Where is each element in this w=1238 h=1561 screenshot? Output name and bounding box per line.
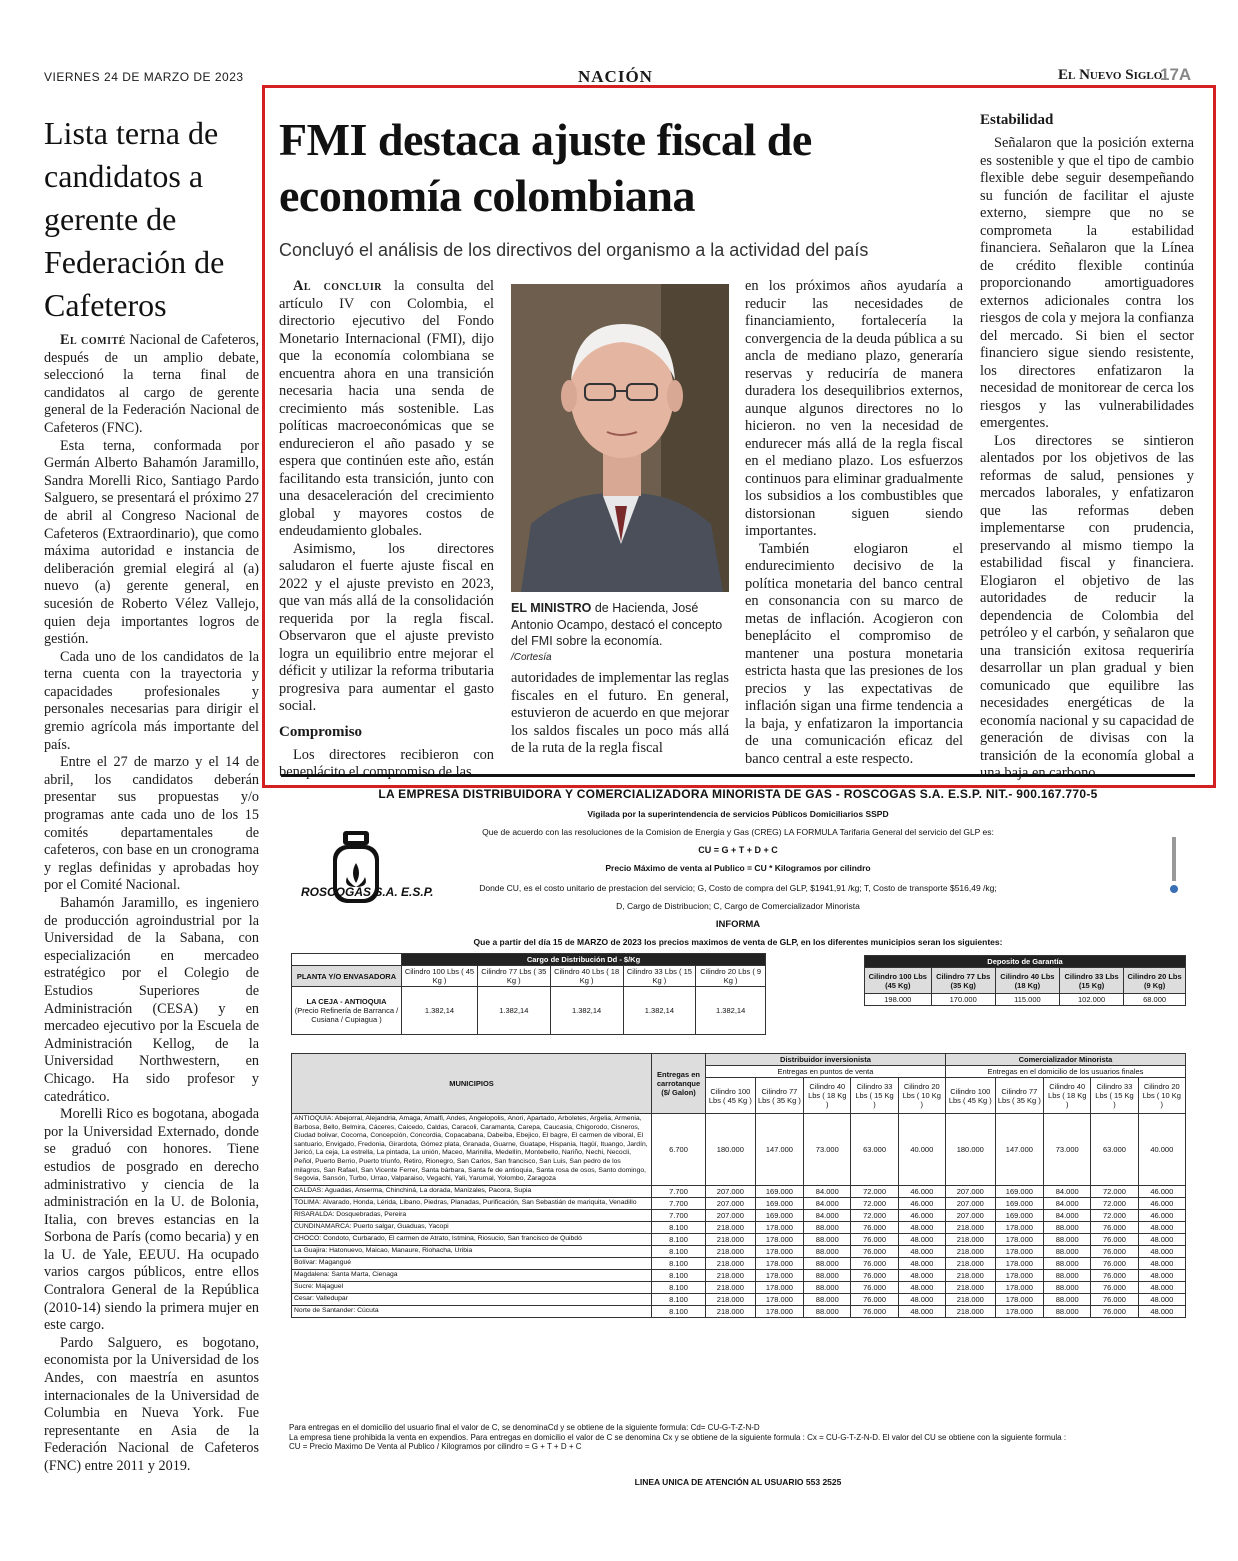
table-cell: 72.000 (851, 1197, 898, 1209)
table-cell: RISARALDA: Dosquebradas, Pereira (292, 1209, 652, 1221)
table-header: Cilindro 100 Lbs (45 Kg) (865, 968, 932, 994)
table-cell: 218.000 (706, 1293, 756, 1305)
table-cell: 48.000 (898, 1257, 945, 1269)
table-cell: 46.000 (1138, 1209, 1185, 1221)
minister-photo (511, 284, 729, 592)
left-paragraph: Entre el 27 de marzo y el 14 de abril, los candidatos deberán presentar sus propuestas y/o programas ante cada uno de los 15 comités departamentales de cafeteros, con base en un cronograma y reglas definidas y aprobadas hoy por el Comité Nacional. (44, 754, 259, 894)
table-cell: 88.000 (804, 1221, 851, 1233)
ad-formula: CU = G + T + D + C (698, 845, 778, 855)
table-cell: 48.000 (898, 1233, 945, 1245)
table-cell: 76.000 (851, 1305, 898, 1317)
header-comercializador: Comercializador Minorista (945, 1054, 1185, 1066)
table-cell: 178.000 (995, 1269, 1043, 1281)
table-cell: 1.382,14 (402, 987, 478, 1035)
table-cell: 84.000 (804, 1197, 851, 1209)
table-cell: 178.000 (995, 1281, 1043, 1293)
table-cell: 46.000 (898, 1209, 945, 1221)
cylinder-header: Cilindro 40 Lbs ( 18 Kg ) (1044, 1078, 1091, 1114)
table-cell: 178.000 (755, 1257, 803, 1269)
table-cell: 178.000 (755, 1233, 803, 1245)
table-cell: 218.000 (945, 1281, 995, 1293)
left-article-body (44, 332, 259, 1476)
table-cell: 84.000 (804, 1209, 851, 1221)
table-cell: 169.000 (755, 1209, 803, 1221)
table-header: Cilindro 33 Lbs ( 15 Kg ) (623, 966, 696, 987)
ad-note: CU = Precio Maximo De Venta al Publico / Kilogramos por cilindro = G + T + D + C (289, 1442, 582, 1451)
ad-precio: Precio Máximo de venta al Publico = CU * Kilogramos por cilindro (605, 863, 871, 873)
table-header: Cilindro 20 Lbs ( 9 Kg ) (696, 966, 766, 987)
header-distribuidor: Distribuidor inversionista (706, 1054, 946, 1066)
table-cell: 48.000 (1138, 1269, 1185, 1281)
table-cell: 178.000 (995, 1257, 1043, 1269)
table-cell: 88.000 (1044, 1269, 1091, 1281)
article-paragraph: Señalaron que la posición externa es sostenible y que el tipo de cambio flexible debe seguir desempeñando su función de facilitar el ajuste externo, siempre que no se comprometa la estabilidad financiera. Señalaron que la Línea de crédito flexible continúa proporcionando amortiguadores externos adicionales contra los riesgos de cola y mejora la confianza del mercado. Si bien el sector financiero sigue siendo resistente, los directores enfatizaron la necesidad de monitorear de cerca los riesgos y las vulnerabilidades emergentes. (980, 135, 1194, 431)
page-number: 17A (1160, 65, 1192, 84)
ad-note: Para entregas en el domicilio del usuario final el valor de C, se denominaCd y se obtiene de la siguiente formula: Cd= CU-G-T-Z-N-D (289, 1423, 760, 1432)
main-article-subtitle: Concluyó el análisis de los directivos del organismo a la actividad del país (279, 240, 869, 260)
left-paragraph: Esta terna, conformada por Germán Alberto Bahamón Jaramillo, Sandra Morelli Rico, Santiago Pardo Salguero, se presentará el próximo 27 de abril al Congreso Nacional de Cafeteros (Extraordinario), que como máxima autoridad e instancia de deliberación gremial elegirá al (a) nuevo (a) gerente general, en sucesión de Roberto Vélez Vallejo, quien deja importantes logros de gestión. (44, 437, 259, 648)
price-table (291, 1053, 1186, 1318)
left-paragraph: Bahamón Jaramillo, es ingeniero de producción agroindustrial por la Universidad de la Sabana, con especialización en mercadeo estratégico por el Colegio de Estudios Superiores de Administración (CESA) y en mercadeo ejecutivo por la Escuela de Administración Kellog, de la Universidad Northwestern, en Chicago. Ha sido profesor y catedrático. (44, 895, 259, 1105)
left-paragraph: Cada uno de los candidatos de la terna cuenta con la trayectoria y capacidades profesionales y personales necesarias para dirigir el gremio agrícola más importante del país. (44, 648, 259, 753)
table-cell: 115.000 (995, 994, 1059, 1006)
table-cell: 207.000 (706, 1209, 756, 1221)
table-cell: 178.000 (755, 1305, 803, 1317)
article-column-3 (745, 278, 963, 768)
caption-lead: EL MINISTRO (511, 601, 592, 615)
table-header: Cilindro 77 Lbs ( 35 Kg ) (477, 966, 550, 987)
table-cell: 88.000 (804, 1269, 851, 1281)
table-cell: TOLIMA: Alvarado, Honda, Lérida, Libano, Piedras, Planadas, Purificación, San Sebastián de mariquita, Venadillo (292, 1197, 652, 1209)
cylinder-header: Cilindro 20 Lbs ( 10 Kg ) (898, 1078, 945, 1114)
table-cell: 48.000 (1138, 1257, 1185, 1269)
table-header: Cilindro 20 Lbs (9 Kg) (1124, 968, 1186, 994)
table-row (292, 1233, 1186, 1245)
caption-text: de Hacienda, José Antonio Ocampo, destacó el concepto del FMI sobre la economía. (511, 601, 723, 648)
article-lead: Al concluir (293, 278, 383, 294)
table-cell: 178.000 (755, 1245, 803, 1257)
table-cell: 218.000 (945, 1233, 995, 1245)
table-cell: 48.000 (1138, 1281, 1185, 1293)
table-cell: 8.100 (652, 1221, 706, 1233)
subhead-estabilidad: Estabilidad (980, 112, 1054, 128)
table-cell: 1.382,14 (477, 987, 550, 1035)
table-cell: 76.000 (851, 1221, 898, 1233)
table-cell: 48.000 (1138, 1293, 1185, 1305)
table-row (292, 1245, 1186, 1257)
table-cell: 68.000 (1124, 994, 1186, 1006)
table-cell: 76.000 (851, 1269, 898, 1281)
table-cell: 218.000 (706, 1233, 756, 1245)
table-cell: 48.000 (898, 1221, 945, 1233)
header-domicilio: Entregas en el domicilio de los usuarios finales (945, 1066, 1185, 1078)
table-cell: 170.000 (931, 994, 995, 1006)
table-cell: 63.000 (851, 1114, 898, 1186)
table-cell: 178.000 (755, 1281, 803, 1293)
table-header: PLANTA Y/O ENVASADORA (292, 966, 402, 987)
main-article-title: FMI destaca ajuste fiscal de economía colombiana (279, 114, 812, 221)
table-cell: 7.700 (652, 1209, 706, 1221)
header-municipios: MUNICIPIOS (292, 1054, 652, 1114)
table-cell: 7.700 (652, 1197, 706, 1209)
table-cell: 218.000 (945, 1257, 995, 1269)
table-cell: 8.100 (652, 1269, 706, 1281)
header-date: VIERNES 24 DE MARZO DE 2023 (44, 70, 244, 84)
table-header: Cilindro 33 Lbs (15 Kg) (1059, 968, 1123, 994)
table-header: Cilindro 100 Lbs ( 45 Kg ) (402, 966, 478, 987)
planta-name: LA CEJA - ANTIOQUIA (306, 997, 387, 1006)
table-cell: 88.000 (1044, 1305, 1091, 1317)
table-cell: 88.000 (804, 1305, 851, 1317)
left-lead: El comité (60, 332, 126, 348)
table-cell: 84.000 (804, 1185, 851, 1197)
table-cell: 178.000 (755, 1269, 803, 1281)
table-cell: 48.000 (898, 1281, 945, 1293)
table-cell: 63.000 (1091, 1114, 1138, 1186)
table-cell: 76.000 (1091, 1281, 1138, 1293)
ad-footer: LINEA UNICA DE ATENCIÓN AL USUARIO 553 2525 (634, 1477, 842, 1487)
article-text: la consulta del artículo IV con Colombia, el directorio ejecutivo del Fondo Monetario Internacional (FMI), dijo que la economía colombiana se encuentra ahora en una transición necesaria hacia una senda de crecimiento más sostenible. Las políticas macroeconómicas que se endurecieron el año pasado y se espera que continúen este año, están facilitando esta transición, junto con una desaceleración del crecimiento global y mayores costos de endeudamiento globales. (279, 278, 494, 539)
ad-notes (289, 1423, 1179, 1452)
table-cell: 76.000 (1091, 1257, 1138, 1269)
table-row (292, 1197, 1186, 1209)
distribution-charge-table (291, 953, 766, 1035)
photo-caption (511, 600, 729, 666)
table-cell: 8.100 (652, 1245, 706, 1257)
table-cell: 178.000 (995, 1233, 1043, 1245)
table-cell: Sucre: Majaguel (292, 1281, 652, 1293)
subhead-compromiso: Compromiso (279, 723, 363, 740)
ad-vigilada: Vigilada por la superintendencia de servicios Públicos Domiciliarios SSPD (587, 809, 889, 819)
table-cell: 88.000 (1044, 1221, 1091, 1233)
table-cell: 178.000 (995, 1293, 1043, 1305)
table-cell: 8.100 (652, 1281, 706, 1293)
table-cell: 207.000 (706, 1197, 756, 1209)
table-cell: 8.100 (652, 1293, 706, 1305)
table-cell: Magdalena: Santa Marta, Cienaga (292, 1269, 652, 1281)
table-cell: 46.000 (898, 1197, 945, 1209)
table-cell: 88.000 (804, 1257, 851, 1269)
table-cell: 218.000 (706, 1257, 756, 1269)
article-column-2 (511, 670, 729, 758)
table-cell: 88.000 (1044, 1281, 1091, 1293)
table-cell: 169.000 (995, 1197, 1043, 1209)
table-cell: 8.100 (652, 1257, 706, 1269)
table-cell: 72.000 (1091, 1209, 1138, 1221)
table-cell: 48.000 (898, 1293, 945, 1305)
table-cell: 169.000 (995, 1185, 1043, 1197)
table-cell: 76.000 (1091, 1305, 1138, 1317)
table-cell: 1.382,14 (550, 987, 623, 1035)
article-paragraph: Los directores se sintieron alentados por los objetivos de las reformas de salud, pensiones y mercados laborales, y enfatizaron que las reformas deben implementarse con prudencia, preservando al mismo tiempo la estabilidad fiscal y financiera. Elogiaron el objetivo de las autoridades de reducir la dependencia de Colombia del petróleo y el carbón, y señalaron que una transición exitosa requeriría desarrollar un plan gradual y bien comunicado que equilibre las necesidades energéticas de la economía nacional y su capacidad de generación de divisas con la transición de la economía global a una baja en carbono. (980, 432, 1194, 781)
article-paragraph: Los directores recibieron con beneplácito el compromiso de las (279, 746, 494, 780)
table-cell: 169.000 (755, 1185, 803, 1197)
table-cell: 218.000 (706, 1221, 756, 1233)
table-cell: 218.000 (706, 1305, 756, 1317)
table-cell: 88.000 (1044, 1293, 1091, 1305)
table-cell: 178.000 (755, 1221, 803, 1233)
table-cell: 218.000 (945, 1293, 995, 1305)
ad-title: LA EMPRESA DISTRIBUIDORA Y COMERCIALIZADORA MINORISTA DE GAS - ROSCOGAS S.A. E.S.P. NIT.- 900.167.770-5 (378, 787, 1098, 801)
table-cell: 218.000 (945, 1269, 995, 1281)
table-header: Cilindro 77 Lbs (35 Kg) (931, 968, 995, 994)
table-cell: 48.000 (1138, 1221, 1185, 1233)
cylinder-header: Cilindro 77 Lbs ( 35 Kg ) (755, 1078, 803, 1114)
table-cell: 178.000 (995, 1245, 1043, 1257)
table-cell: 207.000 (945, 1209, 995, 1221)
deposit-table (864, 955, 1186, 1006)
table-cell: 88.000 (1044, 1233, 1091, 1245)
table-cell: 180.000 (706, 1114, 756, 1186)
cylinder-header: Cilindro 100 Lbs ( 45 Kg ) (945, 1078, 995, 1114)
left-text: Nacional de Cafeteros, después de un amplio debate, seleccionó la terna final de candidatos al cargo de gerente general de la Federación Nacional de Cafeteros (FNC). (44, 332, 260, 436)
table-cell: 76.000 (1091, 1221, 1138, 1233)
table-cell: 48.000 (898, 1305, 945, 1317)
table-cell: 88.000 (804, 1281, 851, 1293)
table-cell: 76.000 (1091, 1269, 1138, 1281)
roscogas-advertisement (281, 774, 1195, 1488)
table-cell: 198.000 (865, 994, 932, 1006)
roscogas-logo-text: ROSCOGAS S.A. E.S.P. (301, 885, 434, 899)
ad-desde: Que a partir del día 15 de MARZO de 2023 los precios maximos de venta de GLP, en los diferentes municipios seran los siguientes: (473, 937, 1003, 947)
table-row (292, 1293, 1186, 1305)
table-cell: Norte de Santander: Cúcuta (292, 1305, 652, 1317)
table-cell: 218.000 (706, 1245, 756, 1257)
table-cell: CALDAS: Aguadas, Anserma, Chinchiná, La dorada, Manizales, Pacora, Supia (292, 1185, 652, 1197)
ad-informa: INFORMA (715, 919, 761, 930)
ad-donde2: D, Cargo de Distribucion; C, Cargo de Comercializador Minorista (616, 901, 860, 911)
header-carrotanque: Entregas en carrotanque ($/ Galon) (652, 1054, 706, 1114)
table-cell: Cesar: Valledupar (292, 1293, 652, 1305)
table-cell: 218.000 (706, 1281, 756, 1293)
table-cell: 76.000 (1091, 1233, 1138, 1245)
table-cell: 40.000 (1138, 1114, 1185, 1186)
article-column-1 (279, 278, 494, 782)
table-cell: 48.000 (1138, 1233, 1185, 1245)
table-cell: 218.000 (945, 1221, 995, 1233)
superservicios-icon (1169, 837, 1179, 897)
table-cell: 46.000 (1138, 1185, 1185, 1197)
deposito-caption: Deposito de Garantía (865, 956, 1186, 968)
table-cell: 76.000 (1091, 1245, 1138, 1257)
table-cell: 88.000 (804, 1293, 851, 1305)
table-cell: ANTIOQUIA: Abejorral, Alejandria, Amaga, Amalfi, Andes, Angelopolis, Anori, Apartado, Arboletes, Argelia, Armenia, Barbosa, Bello, Belmira, Cáceres, Caicedo, Caldas, Caracoli, Caramanta, Carepa, Caucasia, Chigorodo, Cisneros, Ciudad bolivar, Cocorna, Concepción, Concordia, Copacabana, Dabeiba, Ebejico, El bagre, El carmen de viboral, El santuario, Envigado, Fredonia, Girardota, Gómez plata, Granada, Guarne, Guatape, Hispania, Itagüí, Ituango, Jardín, Jericó, La ceja, La estrella, La pintada, La unión, Maceo, Marinilla, Medellín, Montebello, Nariño, Nechi, Necocli, Peñol, Puerto Berrio, Puerto triunfo, Retiro, Rionegro, San Carlos, San francisco, San Luis, San pedro de los milagros, San Rafael, San Vicente Ferrer, Santa bárbara, Santa fe de antioquia, Santa rosa de osos, Santo domingo, Segovia, Sansón, Turbo, Urrao, Valparaiso, Vegachi, Yali, Yarumal, Yolombo, Zaragoza (292, 1114, 652, 1186)
table-cell: 102.000 (1059, 994, 1123, 1006)
table-cell: 73.000 (1044, 1114, 1091, 1186)
table-cell: CUNDINAMARCA: Puerto salgar, Guaduas, Yacopi (292, 1221, 652, 1233)
table-cell: 40.000 (898, 1114, 945, 1186)
table-cell: 169.000 (995, 1209, 1043, 1221)
table-cell: 72.000 (851, 1185, 898, 1197)
left-paragraph: Pardo Salguero, es bogotano, economista por la Universidad de los Andes, con maestría en asuntos internacionales de la Universidad de Columbia en Nueva York. Fue representante en Asia de la Federación Nacional de Cafeteros (FNC) entre 2011 y 2019. (44, 1334, 259, 1474)
table-cell: 76.000 (851, 1233, 898, 1245)
table-row (292, 1209, 1186, 1221)
table-row (292, 1257, 1186, 1269)
table-cell: 46.000 (1138, 1197, 1185, 1209)
table-cell: 207.000 (945, 1197, 995, 1209)
cylinder-header: Cilindro 33 Lbs ( 15 Kg ) (1091, 1078, 1138, 1114)
article-paragraph: También elogiaron el endurecimiento decisivo de la política monetaria del banco central en consonancia con su marco de metas de inflación. Acogieron con beneplácito el compromiso de mantener una postura monetaria estricta hasta que las presiones de los precios y las expectativas de inflación sigan una firme tendencia a la baja, y enfatizaron la importancia de una comunicación eficaz del banco central a este respecto. (745, 540, 963, 767)
article-paragraph: Asimismo, los directores saludaron el fuerte ajuste fiscal en 2022 y el ajuste previsto en 2023, que van más allá de la consolidación requerida por la regla fiscal. Observaron que el ajuste previsto logra un equilibrio entre mejorar el déficit y utilizar la reforma tributaria progresiva para aumentar el gasto social. (279, 540, 494, 714)
table-header: Cilindro 40 Lbs ( 18 Kg ) (550, 966, 623, 987)
table-cell: 218.000 (945, 1305, 995, 1317)
table-cell: Bolívar: Magangué (292, 1257, 652, 1269)
article-paragraph: autoridades de implementar las reglas fiscales en el futuro. En general, estuvieron de acuerdo en que mejorar los saldos fiscales un poco más allá de la ruta de la regla fiscal (511, 670, 729, 756)
table-cell: 8.100 (652, 1233, 706, 1245)
table-cell: 76.000 (851, 1281, 898, 1293)
table-cell: 178.000 (995, 1221, 1043, 1233)
table-cell: 218.000 (945, 1245, 995, 1257)
table-cell: 1.382,14 (696, 987, 766, 1035)
table-cell: 1.382,14 (623, 987, 696, 1035)
table-cell: CHOCO: Condoto, Curbarado, El carmen de Atrato, Istmina, Riosucio, San francisco de Quibdó (292, 1233, 652, 1245)
table-cell: 178.000 (755, 1293, 803, 1305)
table-cell: 180.000 (945, 1114, 995, 1186)
table-cell: 88.000 (804, 1233, 851, 1245)
table-row (292, 1185, 1186, 1197)
table-cell: 207.000 (945, 1185, 995, 1197)
table-cell: 88.000 (1044, 1257, 1091, 1269)
article-paragraph (279, 278, 494, 541)
left-paragraph (44, 332, 259, 438)
table-row (292, 1281, 1186, 1293)
table-cell: 48.000 (1138, 1305, 1185, 1317)
cylinder-header: Cilindro 100 Lbs ( 45 Kg ) (706, 1078, 756, 1114)
gas-cylinder-icon (303, 825, 423, 915)
table-cell: 218.000 (706, 1269, 756, 1281)
table-cell: 6.700 (652, 1114, 706, 1186)
article-paragraph: en los próximos años ayudaría a reducir las necesidades de financiamiento, fortalecería la convergencia de la deuda pública a su ancla de mediano plazo, generaría reservas y reduciría de manera duradera los desequilibrios externos, aunque algunos directores no lo hicieron. no ven la necesidad de endurecer más allá de la regla fiscal en el mediano plazo. Los esfuerzos continuos para eliminar gradualmente los subsidios a los combustibles que distorsionan siguen siendo importantes. (745, 278, 963, 539)
table-cell: 207.000 (706, 1185, 756, 1197)
table-header: Cilindro 40 Lbs (18 Kg) (995, 968, 1059, 994)
table-cell: La Guajira: Hatonuevo, Maicao, Manaure, Riohacha, Uribia (292, 1245, 652, 1257)
table-cell: 72.000 (851, 1209, 898, 1221)
table-cell: 7.700 (652, 1185, 706, 1197)
table-cell: 88.000 (1044, 1245, 1091, 1257)
table-row (292, 1269, 1186, 1281)
table-cell: 84.000 (1044, 1209, 1091, 1221)
table-row (292, 1221, 1186, 1233)
table-cell: 72.000 (1091, 1197, 1138, 1209)
article-column-4 (980, 112, 1194, 783)
table-cell: 76.000 (851, 1257, 898, 1269)
table-cell: 8.100 (652, 1305, 706, 1317)
ad-note: La empresa tiene prohibida la venta en expendios. Para entregas en domicilio el valor de C se denomina Cx y se obtiene de la siguiente formula : Cx = CU-G-T-Z-N-D. El valor del CU se obtiene con la siguiente formula : (289, 1432, 1067, 1442)
table-cell: 84.000 (1044, 1197, 1091, 1209)
planta-caption: Cargo de Distribución Dd - $/Kg (402, 954, 766, 966)
table-cell: 73.000 (804, 1114, 851, 1186)
table-cell: 147.000 (995, 1114, 1043, 1186)
table-cell: 76.000 (1091, 1293, 1138, 1305)
table-cell: 76.000 (851, 1245, 898, 1257)
table-cell: 48.000 (1138, 1245, 1185, 1257)
section-title: NACIÓN (578, 67, 653, 86)
cylinder-header: Cilindro 20 Lbs ( 10 Kg ) (1138, 1078, 1185, 1114)
ad-creg: Que de acuerdo con las resoluciones de la Comision de Energia y Gas (CREG) LA FORMULA Tarifaria General del servicio del GLP es: (482, 827, 994, 837)
minister-portrait-image (511, 284, 729, 592)
table-cell: 48.000 (898, 1269, 945, 1281)
left-article-title: Lista terna de candidatos a gerente de Federación de Cafeteros (44, 115, 225, 323)
planta-sub: (Precio Refinería de Barranca / Cusiana / Cupiagua ) (294, 1006, 399, 1024)
table-cell: 76.000 (851, 1293, 898, 1305)
table-cell: 169.000 (755, 1197, 803, 1209)
table-row (292, 1305, 1186, 1317)
ad-donde: Donde CU, es el costo unitario de prestacion del servicio; G, Costo de compra del GLP, $1941,91 /kg; T, Costo de transporte $516,49 /kg; (479, 883, 997, 893)
header-puntos: Entregas en puntos de venta (706, 1066, 946, 1078)
table-cell: 88.000 (804, 1245, 851, 1257)
newspaper-name: El Nuevo Siglo (1058, 67, 1163, 83)
table-cell: 178.000 (995, 1305, 1043, 1317)
left-paragraph: Morelli Rico es bogotana, abogada por la Universidad Externado, donde se graduó con honores. Tiene estudios de posgrado en derecho administrativo y ciencia de la administración en la U. de Bolonia, Italia, con breves estancias en la Sorbona de París (como becaria) y en la U. de Yale, EEUU. Ha ocupado varios cargos públicos, entre ellos Contralora General de la República (2010-14) siendo la primera mujer en este cargo. (44, 1106, 259, 1334)
cylinder-header: Cilindro 77 Lbs ( 35 Kg ) (995, 1078, 1043, 1114)
cylinder-header: Cilindro 33 Lbs ( 15 Kg ) (851, 1078, 898, 1114)
table-cell: 48.000 (898, 1245, 945, 1257)
table-cell: 84.000 (1044, 1185, 1091, 1197)
cylinder-header: Cilindro 40 Lbs ( 18 Kg ) (804, 1078, 851, 1114)
table-cell: 147.000 (755, 1114, 803, 1186)
photo-credit: /Cortesía (511, 651, 552, 663)
table-cell: 72.000 (1091, 1185, 1138, 1197)
table-cell: 46.000 (898, 1185, 945, 1197)
table-row (292, 1114, 1186, 1186)
